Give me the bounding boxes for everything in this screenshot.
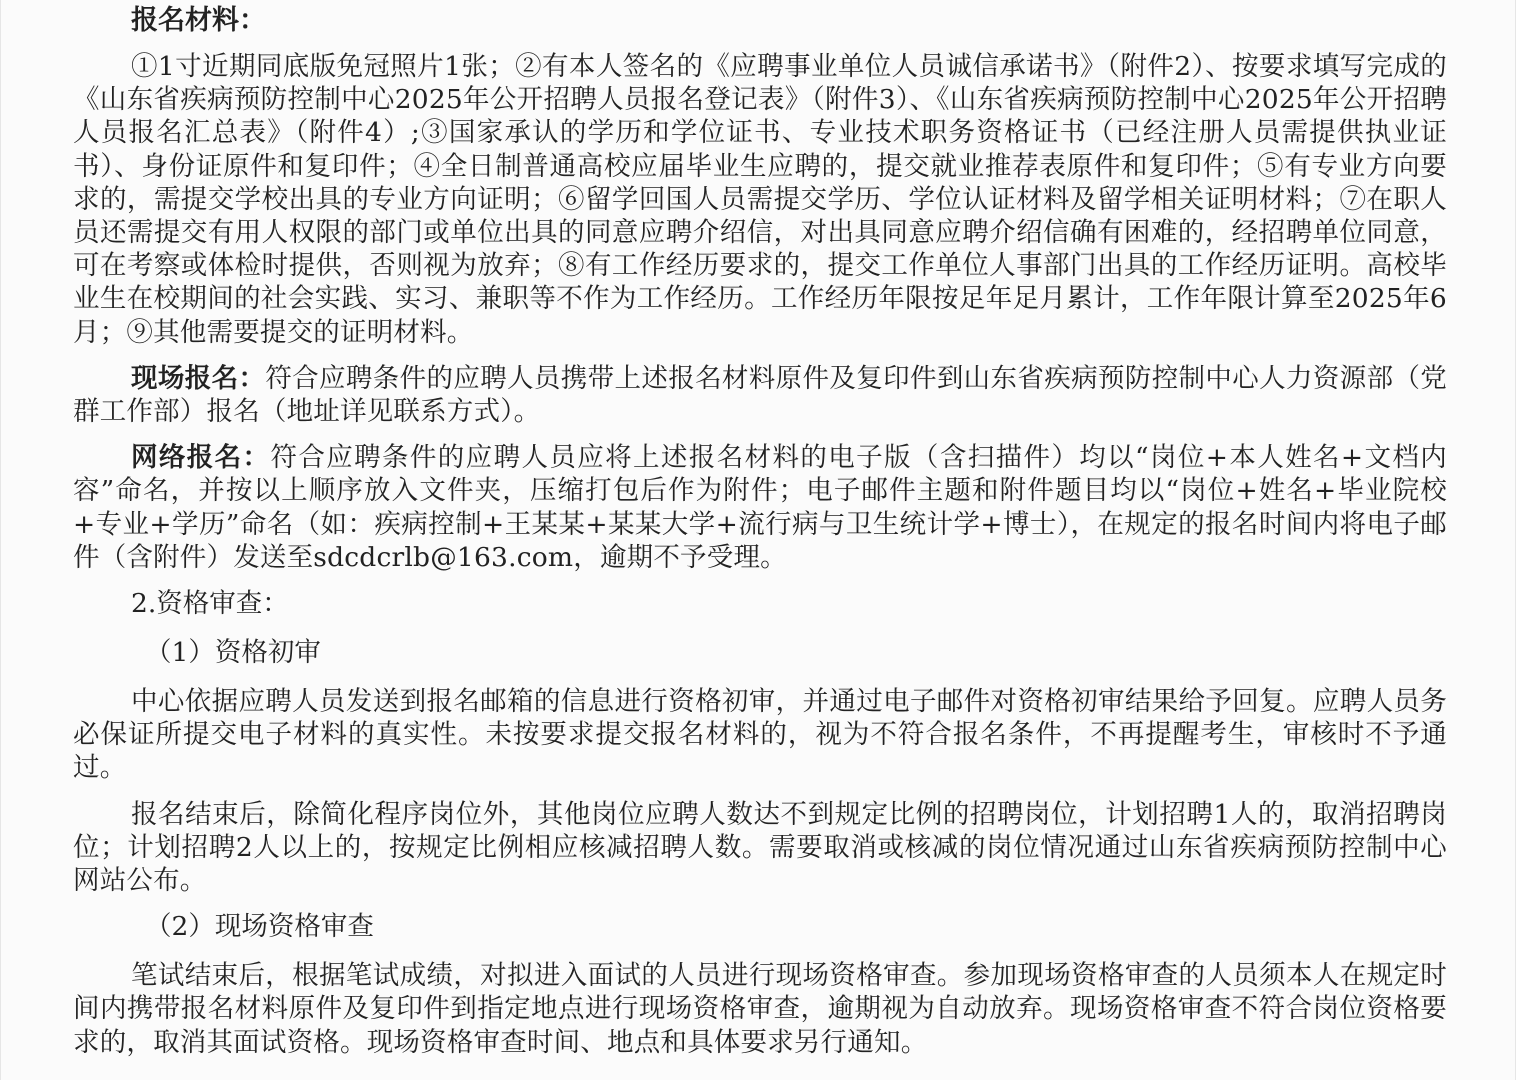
onsite-review-paragraph-1: 笔试结束后，根据笔试成绩，对拟进入面试的人员进行现场资格审查。参加现场资格审查的人员须本人在规定时间内携带报名材料原件及复印件到指定地点进行现场资格审查，逾期视为自动放弃。现场资格审查不符合岗位资格要求的，取消其面试资格。现场资格审查时间、地点和具体要求另行通知。 (73, 960, 1447, 1058)
initial-review-title: （1）资格初审 (145, 637, 321, 669)
materials-heading: 报名材料： (131, 5, 266, 36)
onsite-registration-text: 符合应聘条件的应聘人员携带上述报名材料原件及复印件到山东省疾病预防控制中心人力资源部（党群工作部）报名（地址详见联系方式）。 (73, 362, 1447, 428)
document-content (73, 4, 1447, 1072)
online-registration-paragraph (73, 441, 1447, 574)
online-registration-lead: 网络报名： (131, 442, 271, 474)
online-registration-text: 符合应聘条件的应聘人员应将上述报名材料的电子版（含扫描件）均以“岗位+本人姓名+文档内容”命名，并按以上顺序放入文件夹，压缩打包后作为附件；电子邮件主题和附件题目均以“岗位+姓名+毕业院校+专业+学历”命名（如：疾病控制+王某某+某某大学+流行病与卫生统计学+博士），在规定的报名时间内将电子邮件（含附件）发送至sdcdcrlb@163.com，逾期不予受理。 (73, 442, 1447, 573)
onsite-registration-lead: 现场报名： (131, 362, 266, 394)
materials-text: ①1寸近期同底版免冠照片1张；②有本人签名的《应聘事业单位人员诚信承诺书》（附件2）、按要求填写完成的《山东省疾病预防控制中心2025年公开招聘人员报名登记表》（附件3）、《山东省疾病预防控制中心2025年公开招聘人员报名汇总表》（附件4）;③国家承认的学历和学位证书、专业技术职务资格证书（已经注册人员需提供执业证书）、身份证原件和复印件；④全日制普通高校应届毕业生应聘的，提交就业推荐表原件和复印件；⑤有专业方向要求的，需提交学校出具的专业方向证明；⑥留学回国人员需提交学历、学位认证材料及留学相关证明材料；⑦在职人员还需提交有用人权限的部门或单位出具的同意应聘介绍信，对出具同意应聘介绍信确有困难的，经招聘单位同意，可在考察或体检时提供，否则视为放弃；⑧有工作经历要求的，提交工作单位人事部门出具的工作经历证明。高校毕业生在校期间的社会实践、实习、兼职等不作为工作经历。工作经历年限按足年足月累计，工作年限计算至2025年6月；⑨其他需要提交的证明材料。 (73, 51, 1447, 348)
onsite-review-title: （2）现场资格审查 (145, 911, 374, 943)
onsite-registration-paragraph (73, 362, 1447, 428)
qualification-review-title: 2.资格审查： (131, 588, 289, 620)
initial-review-paragraph-1: 中心依据应聘人员发送到报名邮箱的信息进行资格初审，并通过电子邮件对资格初审结果给予回复。应聘人员务必保证所提交电子材料的真实性。未按要求提交报名材料的，视为不符合报名条件，不再提醒考生，审核时不予通过。 (73, 686, 1447, 784)
initial-review-paragraph-2: 报名结束后，除简化程序岗位外，其他岗位应聘人数达不到规定比例的招聘岗位，计划招聘1人的，取消招聘岗位；计划招聘2人以上的，按规定比例相应核减招聘人数。需要取消或核减的岗位情况通过山东省疾病预防控制中心网站公布。 (73, 798, 1447, 897)
